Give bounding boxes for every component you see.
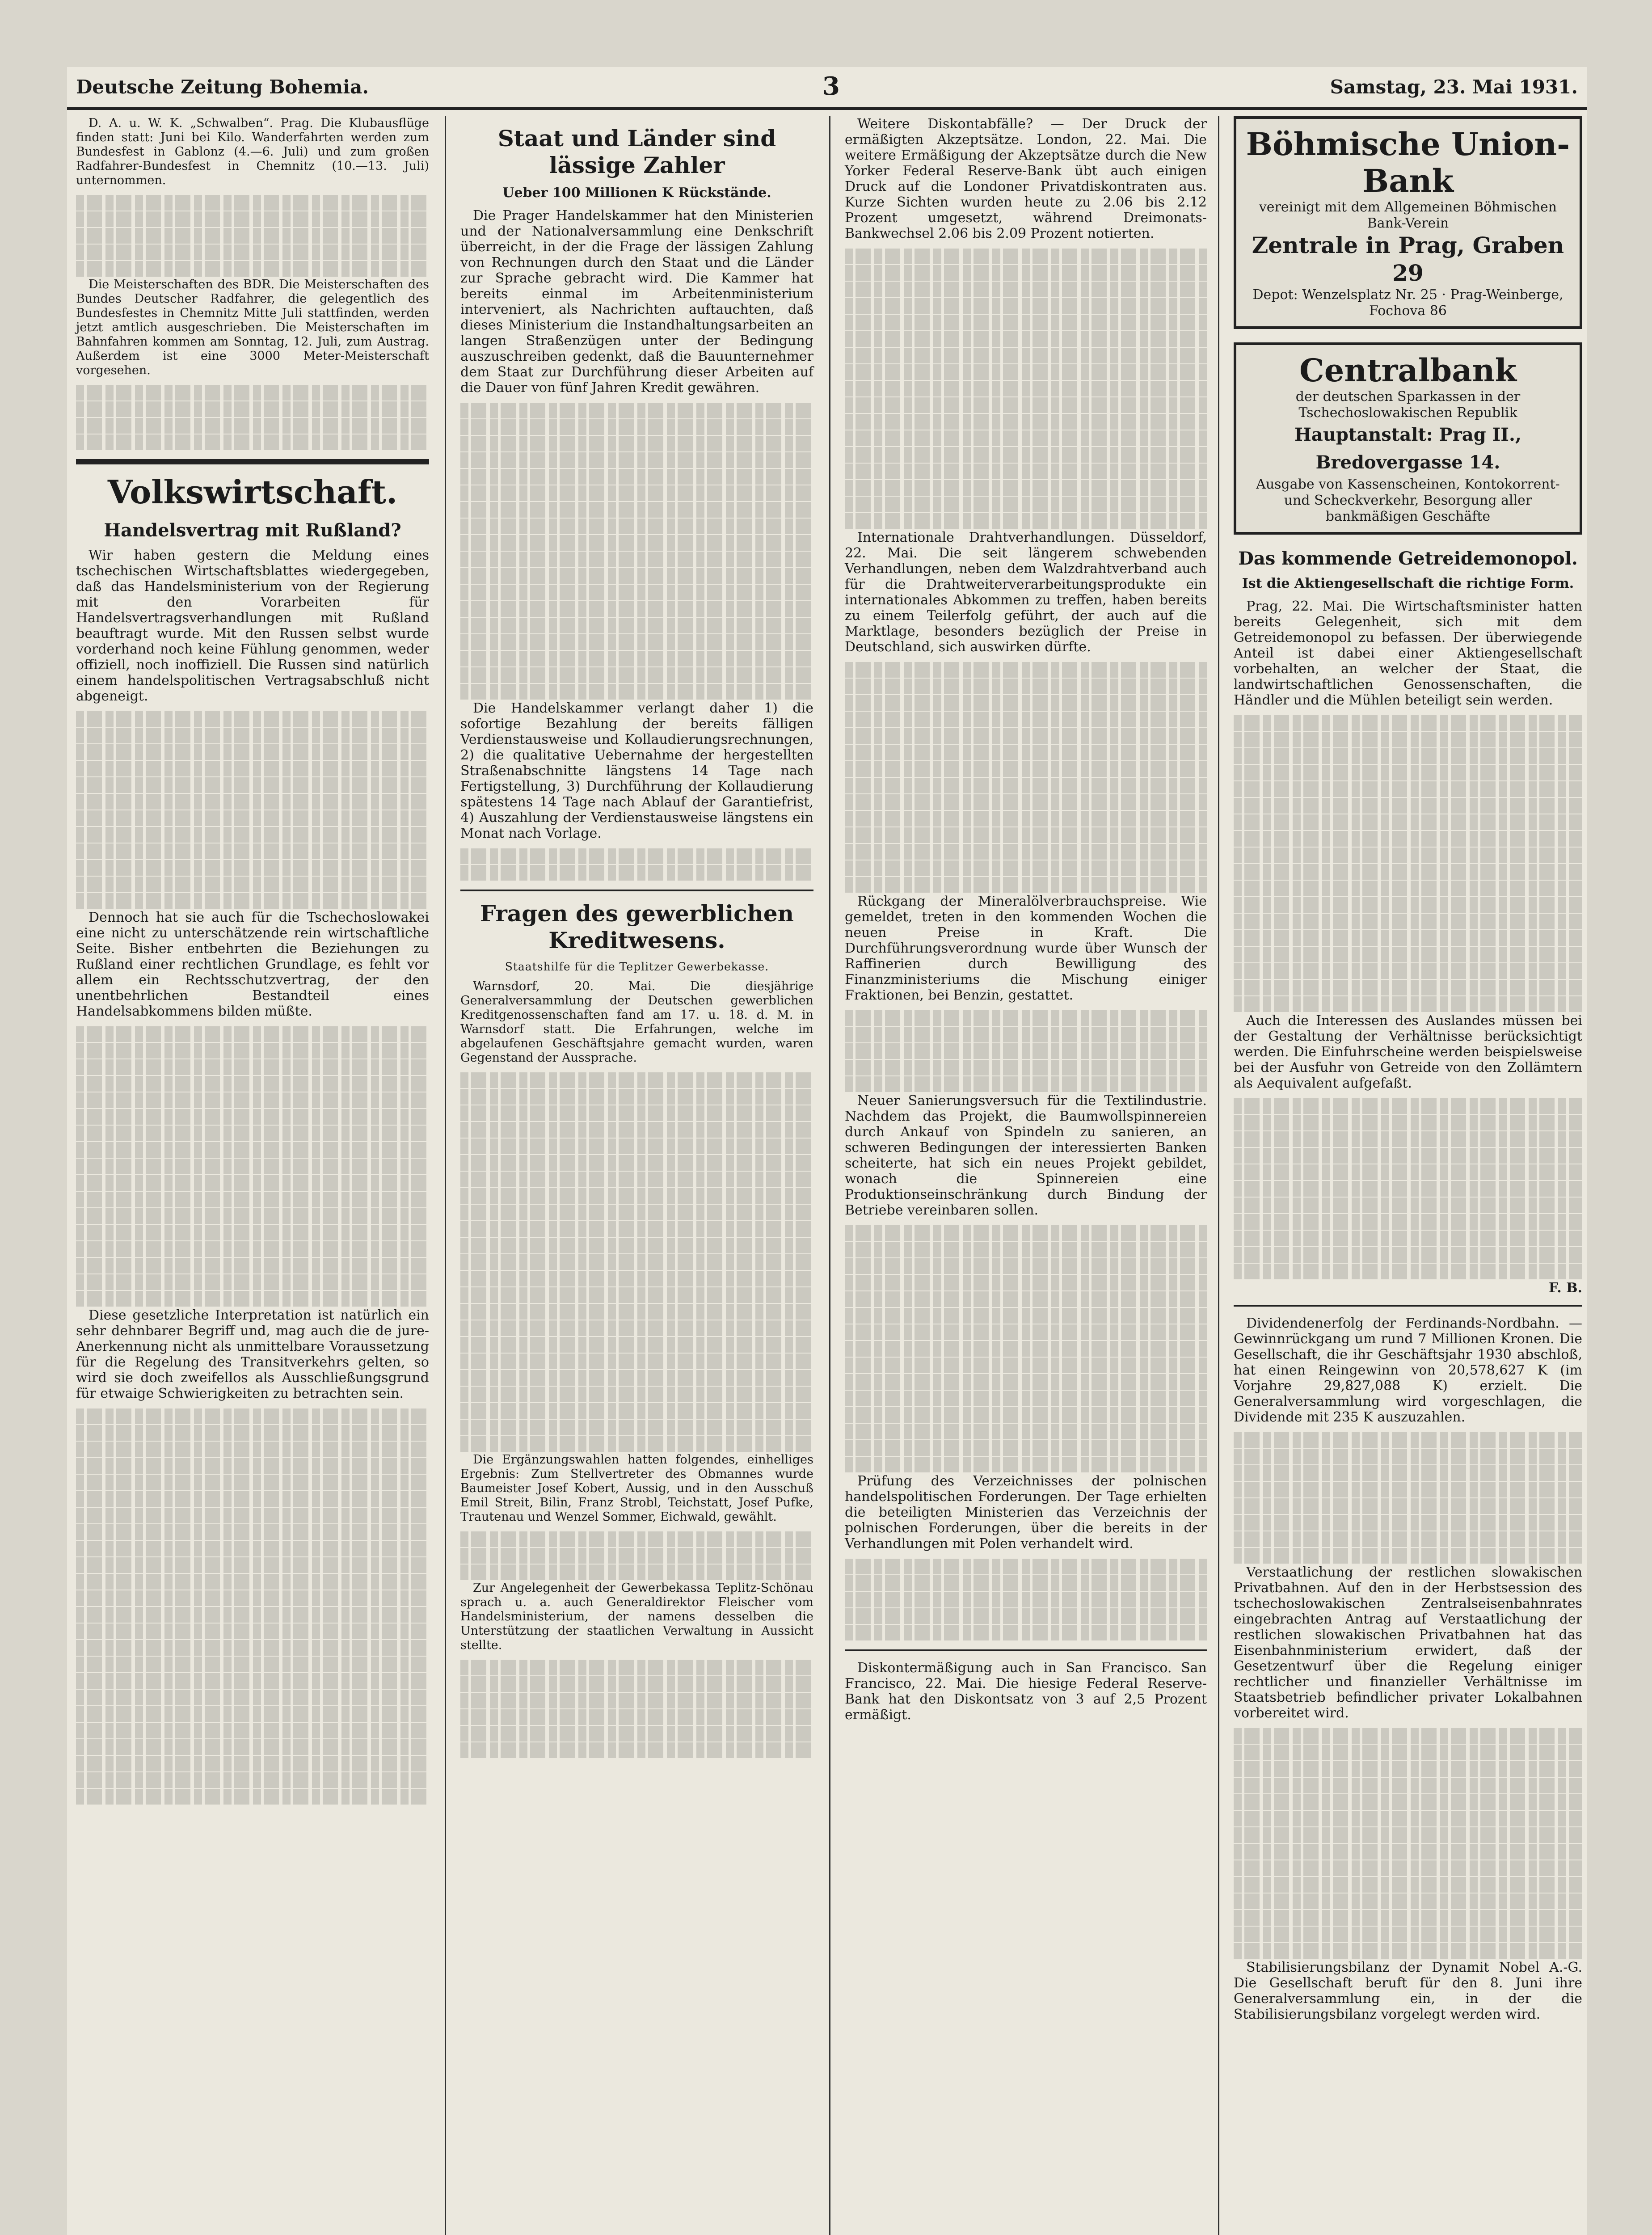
text-lines <box>845 1043 1207 1059</box>
text-lines <box>845 1457 1207 1472</box>
text-lines <box>76 261 429 277</box>
text-lines <box>1234 864 1582 880</box>
text-lines <box>845 712 1207 727</box>
section-divider <box>76 459 429 464</box>
text-lines <box>76 1690 429 1705</box>
text-lines <box>1234 963 1582 979</box>
column-1 <box>76 116 429 1805</box>
text-lines <box>76 877 429 892</box>
text-lines <box>845 480 1207 496</box>
text-lines <box>1234 798 1582 814</box>
article-title-russia: Handelsvertrag mit Rußland? <box>104 520 401 541</box>
text-lines <box>76 1274 429 1290</box>
text-lines <box>76 401 429 417</box>
text-lines <box>845 695 1207 711</box>
text-lines <box>1234 1860 1582 1876</box>
text-lines <box>845 1060 1207 1075</box>
text-lines <box>76 1092 429 1108</box>
text-lines <box>1234 1811 1582 1826</box>
text-lines <box>76 228 429 244</box>
text-lines <box>76 1126 429 1141</box>
text-lines <box>1234 947 1582 962</box>
column-rule <box>445 116 446 2235</box>
text-lines <box>76 434 429 450</box>
text-lines <box>845 447 1207 463</box>
text-lines <box>76 1408 429 1424</box>
text-lines <box>845 1225 1207 1241</box>
text-lines <box>76 744 429 760</box>
sport-notice-bdr: Die Meisterschaften des BDR. Die Meisterschaften des Bundes Deutscher Radfahrer, die gelegentlich des Bundesfestes in Chemnitz Mitte Juli stattfinden, werden jetzt amtlich ausgeschrieben. Die Meisterschaften im Bahnfahren kommen am Sonntag, 12. Juli, zum Austrag. Außerdem ist eine 3000 Meter-Meisterschaft vorgesehen. <box>76 278 429 377</box>
text-lines <box>1234 814 1582 830</box>
text-lines <box>845 877 1207 893</box>
news-mineraloil: Rückgang der Mineralölverbrauchspreise. Wie gemeldet, treten in den kommenden Wochen die neuen Preise in Kraft. Die Durchführungsverordnung wurde über Wunsch der Raffinerien durch Bewilligung des Finanzministeriums die Mischung einiger Fraktionen, bei Benzin, gestattet. <box>845 894 1207 1003</box>
text-lines <box>460 1287 813 1303</box>
text-lines <box>460 1403 813 1419</box>
article-divider <box>845 1649 1207 1651</box>
text-lines <box>1234 1181 1582 1197</box>
ad-branches: Depot: Wenzelsplatz Nr. 25 · Prag-Weinberge, Fochova 86 <box>1252 287 1564 319</box>
text-lines <box>460 452 813 468</box>
text-lines <box>845 381 1207 396</box>
text-lines <box>76 843 429 859</box>
text-lines <box>460 1564 813 1580</box>
text-lines <box>845 249 1207 264</box>
text-lines <box>845 761 1207 777</box>
ad-address: Hauptanstalt: Prag II., Bredovergasse 14. <box>1294 424 1521 473</box>
text-lines <box>460 419 813 435</box>
text-lines <box>76 1541 429 1556</box>
text-lines <box>845 414 1207 430</box>
text-lines <box>1234 897 1582 913</box>
text-lines <box>1234 1927 1582 1942</box>
text-lines <box>76 245 429 260</box>
text-lines <box>460 1354 813 1369</box>
text-lines <box>845 1027 1207 1042</box>
text-lines <box>845 1242 1207 1257</box>
column-4 <box>1234 116 1582 2029</box>
text-lines <box>845 1324 1207 1340</box>
author-signature: F. B. <box>1549 1280 1582 1296</box>
text-lines <box>845 811 1207 827</box>
text-lines <box>460 1370 813 1386</box>
text-lines <box>845 1374 1207 1390</box>
text-lines <box>1234 1231 1582 1246</box>
text-lines <box>76 893 429 909</box>
text-lines <box>76 1475 429 1490</box>
text-lines <box>460 634 813 650</box>
text-lines <box>845 331 1207 347</box>
text-lines <box>1234 715 1582 731</box>
text-lines <box>1234 1198 1582 1213</box>
text-lines <box>76 385 429 401</box>
text-lines <box>76 1508 429 1523</box>
text-lines <box>76 1772 429 1788</box>
text-lines <box>845 1275 1207 1290</box>
text-lines <box>1234 1844 1582 1860</box>
text-lines <box>845 364 1207 380</box>
news-nordbahn: Dividendenerfolg der Ferdinands-Nordbahn. — Gewinnrückgang um rund 7 Millionen Kronen. Die Gesellschaft, die ihr Geschäftsjahr 1930 abschloß, hat einen Reingewinn von 20,578,627 K (im Vorjahre 29,827,088 K) erzielt. Die Generalversammlung wird vorgeschlagen, die Dividende mit 235 K auszuzahlen. <box>1234 1316 1582 1425</box>
text-lines <box>845 464 1207 479</box>
sport-notice-schwalben: D. A. u. W. K. „Schwalben“. Prag. Die Klubausflüge finden statt: Juni bei Kilo. Wanderfahrten werden zum Bundesfest in Gablonz (4.—6. Juli) und zum großen Radfahrer-Bundesfest in Chemnitz (10.—13. Juli) unternommen. <box>76 116 429 187</box>
text-lines <box>845 1407 1207 1423</box>
text-lines <box>1234 1778 1582 1793</box>
text-lines <box>460 1436 813 1452</box>
text-lines <box>76 1723 429 1738</box>
text-lines <box>845 1559 1207 1574</box>
ad-tagline: vereinigt mit dem Allgemeinen Böhmischen Bank-Verein <box>1259 199 1557 231</box>
article-paragraph: Diese gesetzliche Interpretation ist natürlich ein sehr dehnbarer Begriff und, mag auch die de jure-Anerkennung nicht als unmittelbare Voraussetzung für die Regelung des Transitverkehrs gelten, so wird sie doch zweifellos als Ausschließungsgrund für etwaige Schwierigkeiten zu betrachten sein. <box>76 1307 429 1401</box>
text-lines <box>1234 1794 1582 1810</box>
text-lines <box>1234 1531 1582 1547</box>
section-title: Volkswirtschaft. <box>107 473 398 511</box>
text-lines <box>1234 748 1582 764</box>
text-lines <box>460 1726 813 1742</box>
text-lines <box>460 1387 813 1402</box>
text-lines <box>76 761 429 776</box>
text-lines <box>1234 765 1582 780</box>
article-title-state: Staat und Länder sind lässige Zahler <box>497 125 776 178</box>
text-lines <box>845 1592 1207 1607</box>
text-lines <box>845 298 1207 314</box>
text-lines <box>845 1341 1207 1357</box>
newspaper-name: Deutsche Zeitung Bohemia. <box>76 76 369 98</box>
column-3 <box>845 116 1207 1730</box>
text-lines <box>76 211 429 227</box>
text-lines <box>76 1076 429 1092</box>
text-lines <box>460 1271 813 1286</box>
text-lines <box>845 1291 1207 1307</box>
text-lines <box>845 265 1207 281</box>
text-lines <box>845 1575 1207 1591</box>
article-title-grain: Das kommende Getreidemonopol. <box>1238 548 1578 569</box>
news-poland: Prüfung des Verzeichnisses der polnischen handelspolitischen Forderungen. Der Tage erhielten die beteiligten Ministerien das Verzeichnis der polnischen Forderungen, über die bereits in der Verhandlungen mit Polen verhandelt wird. <box>845 1473 1207 1552</box>
text-lines <box>845 1010 1207 1026</box>
text-lines <box>1234 1115 1582 1130</box>
text-lines <box>1234 1214 1582 1230</box>
article-paragraph: Wir haben gestern die Meldung eines tschechischen Wirtschaftsblattes wiedergegeben, daß das Handelsministerium von der Regierung mit den Vorarbeiten für Handelsvertragsverhandlungen mit Rußland beauftragt wurde. Mit den Russen selbst wurde vorderhand noch keine Fühlung genommen, weder offiziell, noch inoffiziell. Die Russen sind natürlich einem handelspolitischen Vertragsabschluß nicht abgeneigt. <box>76 548 429 704</box>
text-lines <box>76 860 429 876</box>
text-lines <box>845 679 1207 694</box>
news-wire: Internationale Drahtverhandlungen. Düsseldorf, 22. Mai. Die seit längerem schwebenden Verhandlungen, neben dem Walzdrahtverband auch für die Drahtweiterverarbeitungsprodukte ein internationales Abkommen zu treffen, haben bereits zu einem Teilerfolg geführt, der auch auf die Marktlage, besonders bezüglich der Preise in Deutschland, sich auswirken dürfte. <box>845 530 1207 655</box>
text-lines <box>76 1458 429 1474</box>
text-lines <box>1234 1827 1582 1843</box>
text-lines <box>460 1072 813 1088</box>
text-lines <box>460 403 813 418</box>
text-lines <box>460 1122 813 1138</box>
article-paragraph: Die Prager Handelskammer hat den Ministerien und der Nationalversammlung eine Denkschrift überreicht, in der die Frage der lässigen Zahlung von Rechnungen durch den Staat und die Länder zur Sprache gebracht wird. Die Kammer hat bereits einmal im Arbeitenministerium interveniert, als Nachrichten auftauchten, daß dieses Ministerium die Instandhaltungsarbeiten an langen Straßenzügen unter der Bedingung auszuschreiben gedenkt, daß die Bauunternehmer dem Staat zur Durchführung dieser Arbeiten auf die Dauer von fünf Jahren Kredit gewähren. <box>460 208 813 396</box>
article-paragraph: Die Ergänzungswahlen hatten folgendes, einhelliges Ergebnis: Zum Stellvertreter des Obmannes wurde Baumeister Josef Kobert, Aussig, und in den Ausschuß Emil Streit, Bilin, Franz Strobl, Teichstatt, Josef Pufke, Trautenau und Wenzel Sommer, Eichwald, gewählt. <box>460 1453 813 1524</box>
text-lines <box>845 827 1207 843</box>
text-lines <box>460 1742 813 1758</box>
text-lines <box>76 1159 429 1174</box>
column-2 <box>460 116 813 1759</box>
text-lines <box>845 430 1207 446</box>
text-lines <box>845 1076 1207 1092</box>
article-divider <box>1234 1305 1582 1307</box>
text-lines <box>460 848 813 864</box>
text-lines <box>460 568 813 584</box>
text-lines <box>845 282 1207 297</box>
text-lines <box>1234 1728 1582 1744</box>
text-lines <box>76 1706 429 1722</box>
page-header <box>67 67 1587 110</box>
news-privatbahnen: Verstaatlichung der restlichen slowakischen Privatbahnen. Auf den in der Herbstsession des tschechoslowakischen Zentralseisenbahnrates eingebrachten Antrag auf Verstaatlichung der restlichen slowakischen Privatbahnen hat das Eisenbahnministerium erwidert, daß der Gesetzentwurf über die Regelung einiger rechtlicher und finanzieller Verhältnisse im Staatsbetrieb befindlicher privater Lokalbahnen vorbereitet wird. <box>1234 1564 1582 1721</box>
text-lines <box>845 397 1207 413</box>
text-lines <box>76 1059 429 1075</box>
text-lines <box>76 1673 429 1689</box>
text-lines <box>845 844 1207 860</box>
text-lines <box>460 1254 813 1270</box>
text-lines <box>460 1304 813 1320</box>
text-lines <box>460 1238 813 1253</box>
column-rule <box>829 116 830 2235</box>
ad-address: Zentrale in Prag, Graben 29 <box>1252 232 1564 286</box>
text-lines <box>1234 1877 1582 1893</box>
ad-tagline: der deutschen Sparkassen in der Tschechoslowakischen Republik <box>1295 389 1521 421</box>
text-lines <box>76 1026 429 1042</box>
page-number: 3 <box>822 72 840 101</box>
article-subtitle: Ueber 100 Millionen K Rückstände. <box>502 185 771 201</box>
text-lines <box>845 1625 1207 1640</box>
text-lines <box>460 1548 813 1564</box>
text-lines <box>460 1660 813 1675</box>
text-lines <box>460 651 813 666</box>
text-lines <box>76 827 429 843</box>
text-lines <box>1234 1943 1582 1959</box>
text-lines <box>460 519 813 534</box>
article-paragraph: Dennoch hat sie auch für die Tschechoslowakei eine nicht zu unterschätzende rein wirtschaftliche Seite. Bisher entbehrten die Beziehungen zu Rußland einer rechtlichen Grundlage, es fehlt vor allem ein Rechtsschutzvertrag, der den unentbehrlichen Bestandteil eines Handelsabkommens bilden müßte. <box>76 910 429 1019</box>
text-lines <box>1234 1264 1582 1279</box>
column-rule <box>1218 116 1219 2235</box>
text-lines <box>845 1308 1207 1324</box>
text-lines <box>1234 848 1582 863</box>
text-lines <box>845 1440 1207 1456</box>
text-lines <box>1234 1449 1582 1464</box>
text-lines <box>1234 1482 1582 1497</box>
advertisement-union-bank <box>1234 116 1582 329</box>
text-lines <box>76 1739 429 1755</box>
text-lines <box>460 1172 813 1187</box>
text-lines <box>460 1188 813 1204</box>
article-divider <box>460 890 813 891</box>
article-paragraph: Auch die Interessen des Auslandes müssen bei der Gestaltung der Verhältnisse berücksichtigt werden. Die Einfuhrscheine werden beispielsweise bei der Ausfuhr von Getreide von den Zollämtern als Aequivalent aufgefaßt. <box>1234 1013 1582 1091</box>
text-lines <box>845 348 1207 363</box>
text-lines <box>76 1043 429 1058</box>
text-lines <box>460 684 813 700</box>
text-lines <box>76 418 429 434</box>
text-lines <box>76 1241 429 1257</box>
article-subtitle: Staatshilfe für die Teplitzer Gewerbekasse. <box>505 960 769 973</box>
text-lines <box>460 618 813 633</box>
text-lines <box>1234 732 1582 747</box>
text-lines <box>460 1709 813 1725</box>
text-lines <box>76 728 429 743</box>
text-lines <box>76 1607 429 1623</box>
text-lines <box>76 1657 429 1672</box>
text-lines <box>76 777 429 793</box>
text-lines <box>845 1258 1207 1274</box>
text-lines <box>460 1531 813 1547</box>
text-lines <box>460 1105 813 1121</box>
text-lines <box>460 552 813 567</box>
text-lines <box>1234 1247 1582 1263</box>
text-lines <box>460 485 813 501</box>
text-lines <box>1234 1548 1582 1564</box>
text-lines <box>76 711 429 727</box>
text-lines <box>1234 1465 1582 1481</box>
advertisement-centralbank <box>1234 342 1582 535</box>
text-lines <box>76 794 429 810</box>
text-lines <box>460 1676 813 1692</box>
article-paragraph: Die Handelskammer verlangt daher 1) die sofortige Bezahlung der bereits fälligen Verdienstausweise und Kollaudierungsrechnungen, 2) die qualitative Uebernahme der hergestellten Straßenabschnitte längstens 14 Tage nach Fertigstellung, 3) Durchführung der Kollaudierung spätestens 14 Tage nach Ablauf der Garantiefrist, 4) Auszahlung der Verdienstausweise längstens ein Monat nach Vorlage. <box>460 700 813 841</box>
text-lines <box>460 1337 813 1353</box>
news-textile: Neuer Sanierungsversuch für die Textilindustrie. Nachdem das Projekt, die Baumwollspinnereien durch Ankauf von Spindeln zu sanieren, an schweren Bedingungen der interessierten Banken scheiterte, hat sich ein neues Projekt gebildet, wonach die Spinnereien eine Produktionseinschränkung durch Bindung der Betriebe vereinbaren sollen. <box>845 1093 1207 1218</box>
ad-bank-name: Centralbank <box>1299 352 1517 389</box>
text-lines <box>1234 1745 1582 1760</box>
text-lines <box>845 662 1207 678</box>
text-lines <box>76 1624 429 1639</box>
text-lines <box>845 513 1207 529</box>
text-lines <box>845 860 1207 876</box>
text-lines <box>845 1608 1207 1624</box>
text-lines <box>460 1693 813 1708</box>
text-lines <box>1234 914 1582 929</box>
text-lines <box>1234 1498 1582 1514</box>
text-lines <box>460 585 813 600</box>
text-lines <box>1234 1910 1582 1926</box>
text-lines <box>1234 831 1582 847</box>
text-lines <box>1234 930 1582 946</box>
text-lines <box>460 1420 813 1435</box>
article-title-credit: Fragen des gewerblichen Kreditwesens. <box>480 900 794 953</box>
text-lines <box>460 667 813 683</box>
text-lines <box>460 436 813 451</box>
text-lines <box>845 794 1207 810</box>
text-lines <box>76 1557 429 1573</box>
text-lines <box>76 1175 429 1191</box>
text-lines <box>1234 781 1582 797</box>
text-lines <box>460 469 813 485</box>
text-lines <box>1234 1432 1582 1448</box>
text-lines <box>460 1205 813 1220</box>
text-lines <box>845 497 1207 512</box>
article-paragraph: Prag, 22. Mai. Die Wirtschaftsminister hatten bereits Gelegenheit, sich mit dem Getreidemonopol zu befassen. Der überwiegende Anteil ist dabei einer Aktiengesellschaft vorbehalten, an welcher der Staat, die landwirtschaftlichen Genossenschaften, die Händler und die Mühlen beteiligt sein werden. <box>1234 599 1582 708</box>
text-lines <box>76 1425 429 1441</box>
article-paragraph: Zur Angelegenheit der Gewerbekassa Teplitz-Schönau sprach u. a. auch Generaldirektor Fleischer vom Handelsministerium, der namens desselben die Unterstützung der staatlichen Verwaltung in Aussicht stellte. <box>460 1581 813 1652</box>
text-lines <box>1234 1893 1582 1909</box>
ad-services: Ausgabe von Kassenscheinen, Kontokorrent- und Scheckverkehr, Besorgung aller bankmäßigen Geschäfte <box>1256 477 1560 524</box>
article-subtitle: Ist die Aktiengesellschaft die richtige Form. <box>1242 576 1574 591</box>
text-lines <box>1234 1098 1582 1114</box>
ad-bank-name: Böhmische Union-Bank <box>1246 126 1570 199</box>
text-lines <box>460 502 813 518</box>
text-lines <box>460 601 813 617</box>
text-lines <box>76 1491 429 1507</box>
newspaper-page <box>67 67 1587 2235</box>
text-lines <box>76 1442 429 1457</box>
text-lines <box>76 1225 429 1240</box>
text-lines <box>460 1320 813 1336</box>
news-discount: Weitere Diskontabfälle? — Der Druck der ermäßigten Akzeptsätze. London, 22. Mai. Die weitere Ermäßigung der Akzeptsätze durch die New Yorker Federal Reserve-Bank übt auch einigen Druck auf die Londoner Privatdiskontraten aus. Kurze Sichten wurden heute zu 2.06 bis 2.12 Prozent umgesetzt, während Dreimonats-Bankwechsel 2.06 bis 2.09 Prozent notierten. <box>845 116 1207 241</box>
text-lines <box>76 1756 429 1771</box>
text-lines <box>1234 1164 1582 1180</box>
news-dynamit-nobel: Stabilisierungsbilanz der Dynamit Nobel A.-G. Die Gesellschaft beruft für den 8. Juni ihre Generalversammlung ein, in der die Stabilisierungsbilanz vorgelegt werden wird. <box>1234 1960 1582 2022</box>
text-lines <box>76 1192 429 1207</box>
text-lines <box>460 1089 813 1105</box>
text-lines <box>76 195 429 211</box>
text-lines <box>76 1109 429 1125</box>
text-lines <box>76 810 429 826</box>
text-lines <box>845 745 1207 760</box>
text-lines <box>1234 980 1582 995</box>
text-lines <box>76 1574 429 1590</box>
text-lines <box>76 1789 429 1805</box>
text-lines <box>460 1139 813 1154</box>
text-lines <box>1234 1761 1582 1777</box>
text-lines <box>845 315 1207 330</box>
text-lines <box>460 1221 813 1237</box>
text-lines <box>76 1208 429 1224</box>
text-lines <box>76 1291 429 1307</box>
text-lines <box>76 1640 429 1656</box>
text-lines <box>1234 1515 1582 1531</box>
text-lines <box>460 535 813 551</box>
text-lines <box>1234 1131 1582 1147</box>
text-lines <box>76 1590 429 1606</box>
text-lines <box>845 728 1207 744</box>
text-lines <box>460 865 813 881</box>
text-lines <box>76 1142 429 1158</box>
text-lines <box>1234 1148 1582 1164</box>
text-lines <box>845 1358 1207 1373</box>
news-san-francisco: Diskontermäßigung auch in San Francisco. San Francisco, 22. Mai. Die hiesige Federal Reserve-Bank hat den Diskontsatz von 3 auf 2,5 Prozent ermäßigt. <box>845 1660 1207 1723</box>
text-lines <box>845 1424 1207 1439</box>
text-lines <box>1234 996 1582 1012</box>
text-lines <box>845 778 1207 793</box>
issue-date: Samstag, 23. Mai 1931. <box>1330 76 1578 98</box>
text-lines <box>460 1155 813 1171</box>
text-lines <box>76 1258 429 1274</box>
text-lines <box>1234 881 1582 896</box>
text-lines <box>845 1391 1207 1406</box>
text-lines <box>76 1524 429 1540</box>
article-paragraph: Warnsdorf, 20. Mai. Die diesjährige Generalversammlung der Deutschen gewerblichen Kreditgenossenschaften fand am 17. u. 18. d. M. in Warnsdorf statt. Die Erfahrungen, welche im abgelaufenen Geschäftsjahre gemacht wurden, waren Gegenstand der Aussprache. <box>460 979 813 1065</box>
